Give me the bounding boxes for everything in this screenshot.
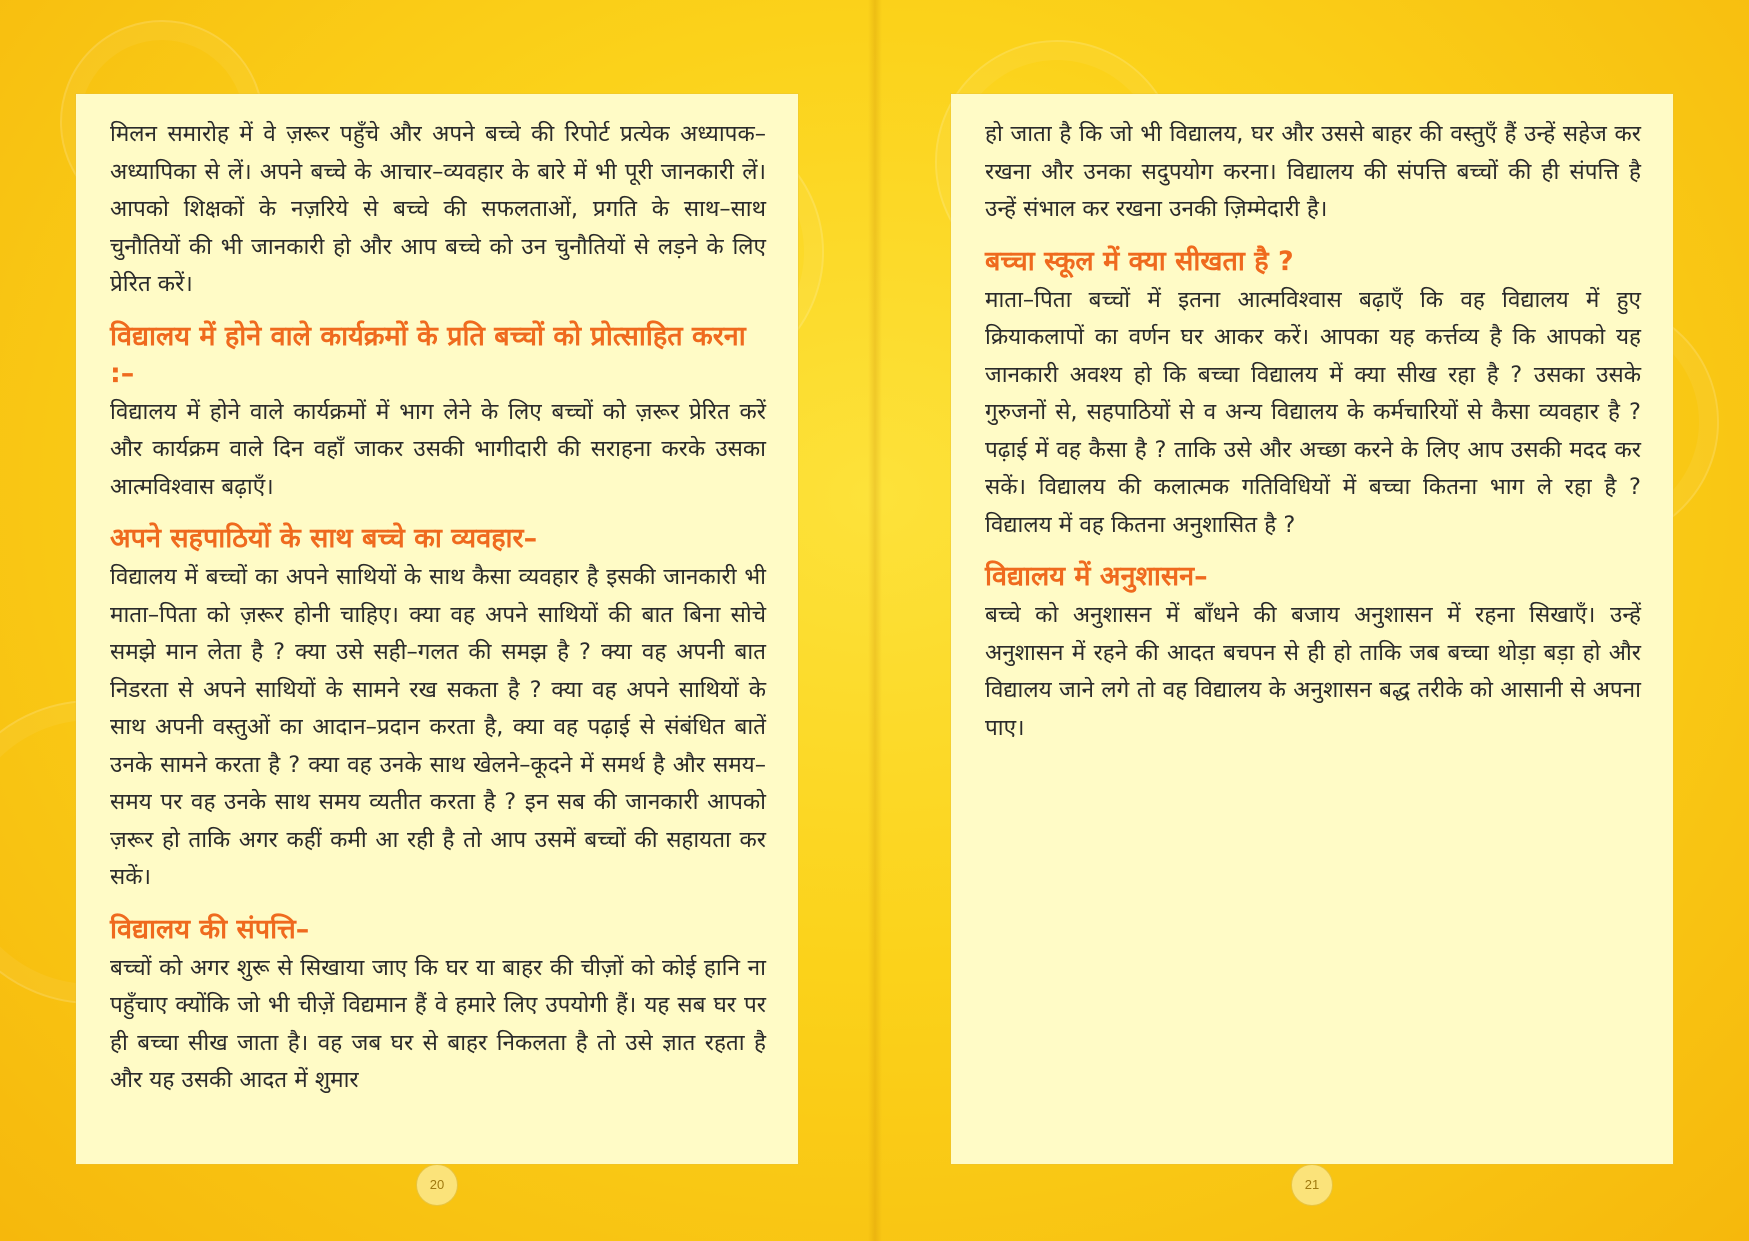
paragraph: हो जाता है कि जो भी विद्यालय, घर और उससे बाहर की वस्तुएँ हैं उन्हें सहेज कर रखना और उनका सदुपयोग करना। विद्यालय की संपत्ति बच्चों की ही संपत्ति है उन्हें संभाल कर रखना उनकी ज़िम्मेदारी है।: [985, 121, 1641, 222]
paragraph: बच्चे को अनुशासन में बाँधने की बजाय अनुशासन में रहना सिखाएँ। उन्हें अनुशासन में रहने की आदत बचपन से ही हो ताकि जब बच्चा थोड़ा बड़ा हो और विद्यालय जाने लगे तो वह विद्यालय के अनुशासन बद्ध तरीके को आसानी से अपना पाए।: [985, 602, 1641, 741]
section-heading: बच्चा स्कूल में क्या सीखता है ?: [985, 245, 1294, 277]
left-page: [0, 0, 874, 1241]
paragraph: माता–पिता बच्चों में इतना आत्मविश्वास बढ़ाएँ कि वह विद्यालय में हुए क्रियाकलापों का वर्णन घर आकर करें। आपका यह कर्त्तव्य है कि आपको यह जानकारी अवश्य हो कि बच्चा विद्यालय में क्या सीख रहा है ? उसका उसके गुरुजनों से, सहपाठियों से व अन्य विद्यालय के कर्मचारियों से कैसा व्यवहार है ? पढ़ाई में वह कैसा है ? ताकि उसे और अच्छा करने के लिए आप उसकी मदद कर सकें। विद्यालय की कलात्मक गतिविधियों में बच्चा कितना भाग ले रहा है ? विद्यालय में वह कितना अनुशासित है ?: [985, 286, 1641, 538]
paragraph: बच्चों को अगर शुरू से सिखाया जाए कि घर या बाहर की चीज़ों को कोई हानि ना पहुँचाए क्योंकि जो भी चीज़ें विद्यमान हैं वे हमारे लिए उपयोगी हैं। यह सब घर पर ही बच्चा सीख जाता है। वह जब घर से बाहर निकलता है तो उसे ज्ञात रहता है और यह उसकी आदत में शुमार: [110, 954, 766, 1093]
page-number: 20: [416, 1164, 458, 1206]
section-heading: विद्यालय में अनुशासन–: [985, 561, 1208, 592]
paragraph: मिलन समारोह में वे ज़रूर पहुँचे और अपने बच्चे की रिपोर्ट प्रत्येक अध्यापक–अध्यापिका से लें। अपने बच्चे के आचार–व्यवहार के बारे में भी पूरी जानकारी लें। आपको शिक्षकों के नज़रिये से बच्चे की सफलताओं, प्रगति के साथ–साथ चुनौतियों की भी जानकारी हो और आप बच्चे को उन चुनौतियों से लड़ने के लिए प्रेरित करें।: [110, 121, 766, 297]
page-number: 21: [1291, 1164, 1333, 1206]
right-text-panel: [951, 94, 1673, 1164]
section-heading: विद्यालय की संपत्ति–: [110, 913, 310, 945]
right-page: [875, 0, 1749, 1241]
paragraph: विद्यालय में होने वाले कार्यक्रमों में भाग लेने के लिए बच्चों को ज़रूर प्रेरित करें और कार्यक्रम वाले दिन वहाँ जाकर उसकी भागीदारी की सराहना करके उसका आत्मविश्वास बढ़ाएँ।: [110, 398, 766, 500]
left-text-panel: [76, 94, 798, 1164]
section-heading: अपने सहपाठियों के साथ बच्चे का व्यवहार–: [110, 523, 538, 554]
paragraph: विद्यालय में बच्चों का अपने साथियों के साथ कैसा व्यवहार है इसकी जानकारी भी माता–पिता को ज़रूर होनी चाहिए। क्या वह अपने साथियों की बात बिना सोचे समझे मान लेता है ? क्या उसे सही–गलत की समझ है ? क्या वह अपनी बात निडरता से अपने साथियों के सामने रख सकता है ? क्या वह अपने साथियों के साथ अपनी वस्तुओं का आदान–प्रदान करता है, क्या वह पढ़ाई से संबंधित बातें उनके सामने करता है ? क्या वह उनके साथ खेलने–कूदने में समर्थ है और समय–समय पर वह उनके साथ समय व्यतीत करता है ? इन सब की जानकारी आपको ज़रूर हो ताकि अगर कहीं कमी आ रही है तो आप उसमें बच्चों की सहायता कर सकें।: [110, 564, 766, 890]
section-heading: विद्यालय में होने वाले कार्यक्रमों के प्रति बच्चों को प्रोत्साहित करना :–: [110, 320, 746, 389]
